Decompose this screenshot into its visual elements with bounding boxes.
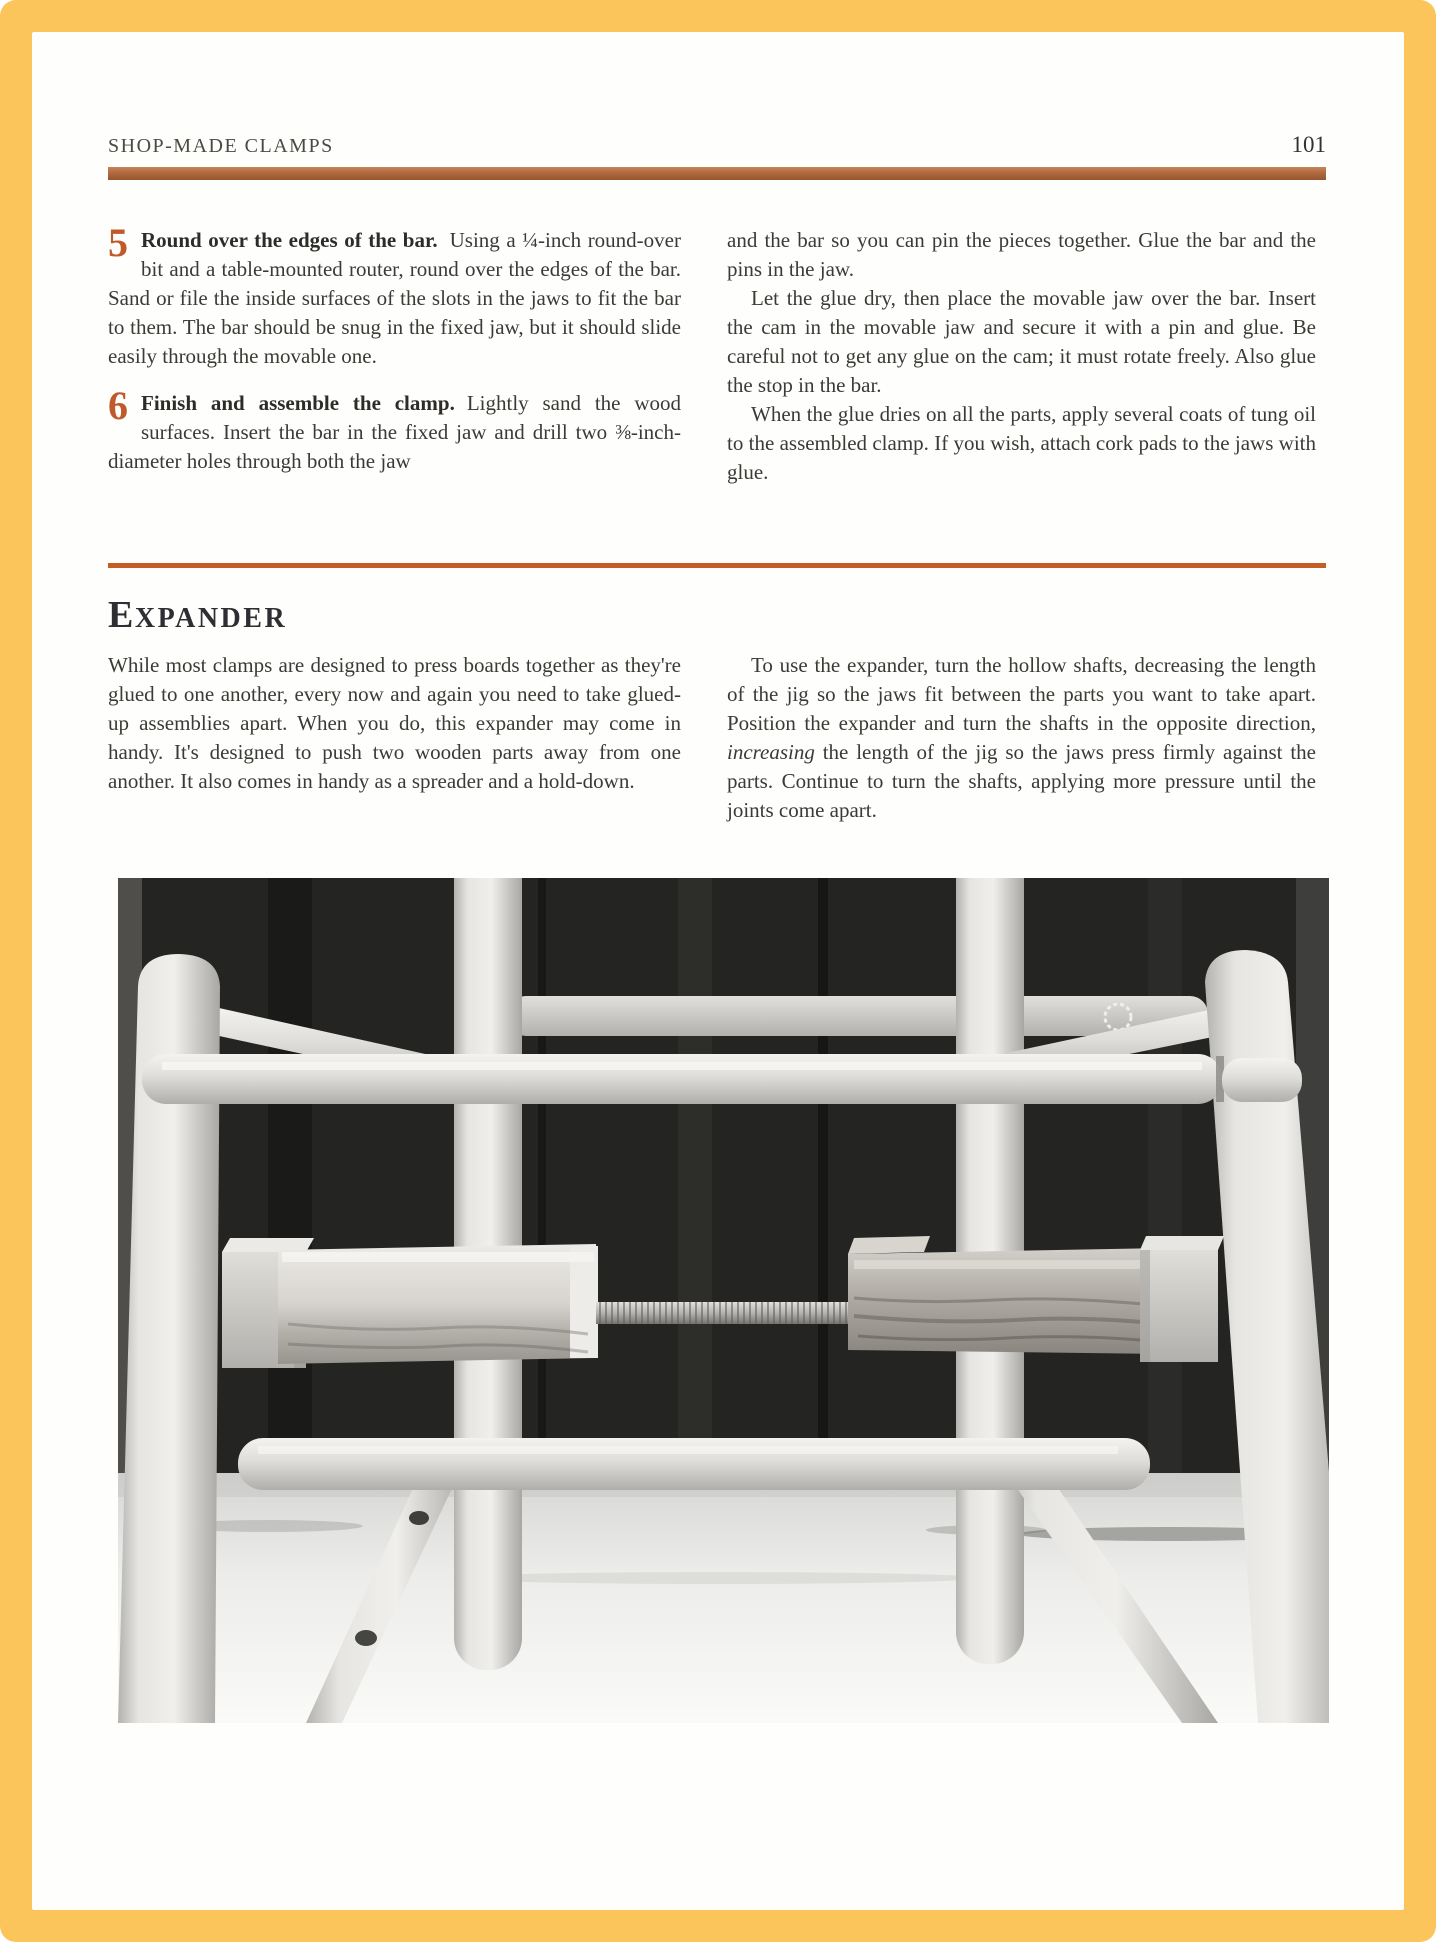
expander-columns <box>108 651 1326 825</box>
chair-lower-rung <box>238 1438 1150 1490</box>
expander-photo <box>118 878 1329 1723</box>
page-content <box>108 32 1326 1723</box>
step-6-body: Lightly sand the wood surfaces. Insert the bar in the fixed jaw and drill two ⅜-inch-diameter holes through both the jaw <box>108 391 681 473</box>
expander-intro-paragraph: While most clamps are designed to press boards together as they're glued to one another, every now and again you need to take glued-up assemblies apart. When you do, this expander may come in handy. It's designed to push two wooden parts away from one another. It also comes in handy as a spreader and a hold-down. <box>108 653 681 793</box>
section-heading <box>108 593 1326 637</box>
glue-dry-paragraph: Let the glue dry, then place the movable jaw over the bar. Insert the cam in the movable jaw and secure it with a pin and glue. Be careful not to get any glue on the cam; it must rotate freely. Also glue the stop in the bar. <box>727 286 1316 397</box>
expander-usage-paragraph <box>727 651 1316 825</box>
step-6 <box>108 383 681 476</box>
expander-left-column <box>108 651 681 825</box>
steps-left-column <box>108 220 681 487</box>
running-header <box>108 132 1326 158</box>
step-6-number: 6 <box>108 383 128 428</box>
dowel-hole-upper <box>409 1511 429 1525</box>
tung-oil-paragraph: When the glue dries on all the parts, apply several coats of tung oil to the assembled clamp. If you wish, attach cork pads to the jaws with glue. <box>727 402 1316 484</box>
section-heading-rest: XPANDER <box>134 603 288 634</box>
book-page <box>32 32 1404 1910</box>
page-number: 101 <box>1291 132 1326 157</box>
photo-floor <box>118 1473 1329 1723</box>
step-5-body: Using a ¼-inch round-over bit and a table-mounted router, round over the edges of the bar. Sand or file the inside surfaces of the slots in the jaws to fit the bar to them. The bar should be snug in the fixed jaw, but it should slide easily through the movable one. <box>108 228 681 368</box>
section-rule <box>108 563 1326 568</box>
expander-left-shaft <box>278 1244 598 1364</box>
expander-right-column <box>727 651 1316 825</box>
header-rule <box>108 167 1326 180</box>
dowel-hole-lower <box>355 1630 377 1646</box>
expander-photo-svg <box>118 878 1329 1723</box>
steps-right-column <box>727 226 1316 487</box>
usage-emphasis: increasing <box>727 740 815 764</box>
step-continuation-paragraph: and the bar so you can pin the pieces together. Glue the bar and the pins in the jaw. <box>727 228 1316 281</box>
chair-front-rung <box>142 1054 1302 1104</box>
expander-right-shaft <box>848 1236 1164 1354</box>
photo-backdrop <box>118 878 1329 1481</box>
section-heading-initial: E <box>108 594 135 636</box>
step-6-heading: Finish and assemble the clamp. <box>141 391 455 415</box>
chair-rear-rung <box>508 996 1208 1036</box>
expander-right-pad <box>1140 1236 1224 1362</box>
step-5-number: 5 <box>108 220 128 265</box>
usage-text-post: the length of the jig so the jaws press firmly against the parts. Continue to turn the shafts, applying more pressure until the joints come apart. <box>727 740 1316 822</box>
steps-columns <box>108 220 1326 487</box>
step-5 <box>108 220 681 371</box>
expander-threaded-rod <box>596 1302 848 1324</box>
step-5-heading: Round over the edges of the bar. <box>141 228 438 252</box>
running-header-title: SHOP-MADE CLAMPS <box>108 135 334 157</box>
usage-text-pre: To use the expander, turn the hollow shafts, decreasing the length of the jig so the jaws fit between the parts you want to take apart. Position the expander and turn the shafts in the opposite direction, <box>727 653 1316 735</box>
